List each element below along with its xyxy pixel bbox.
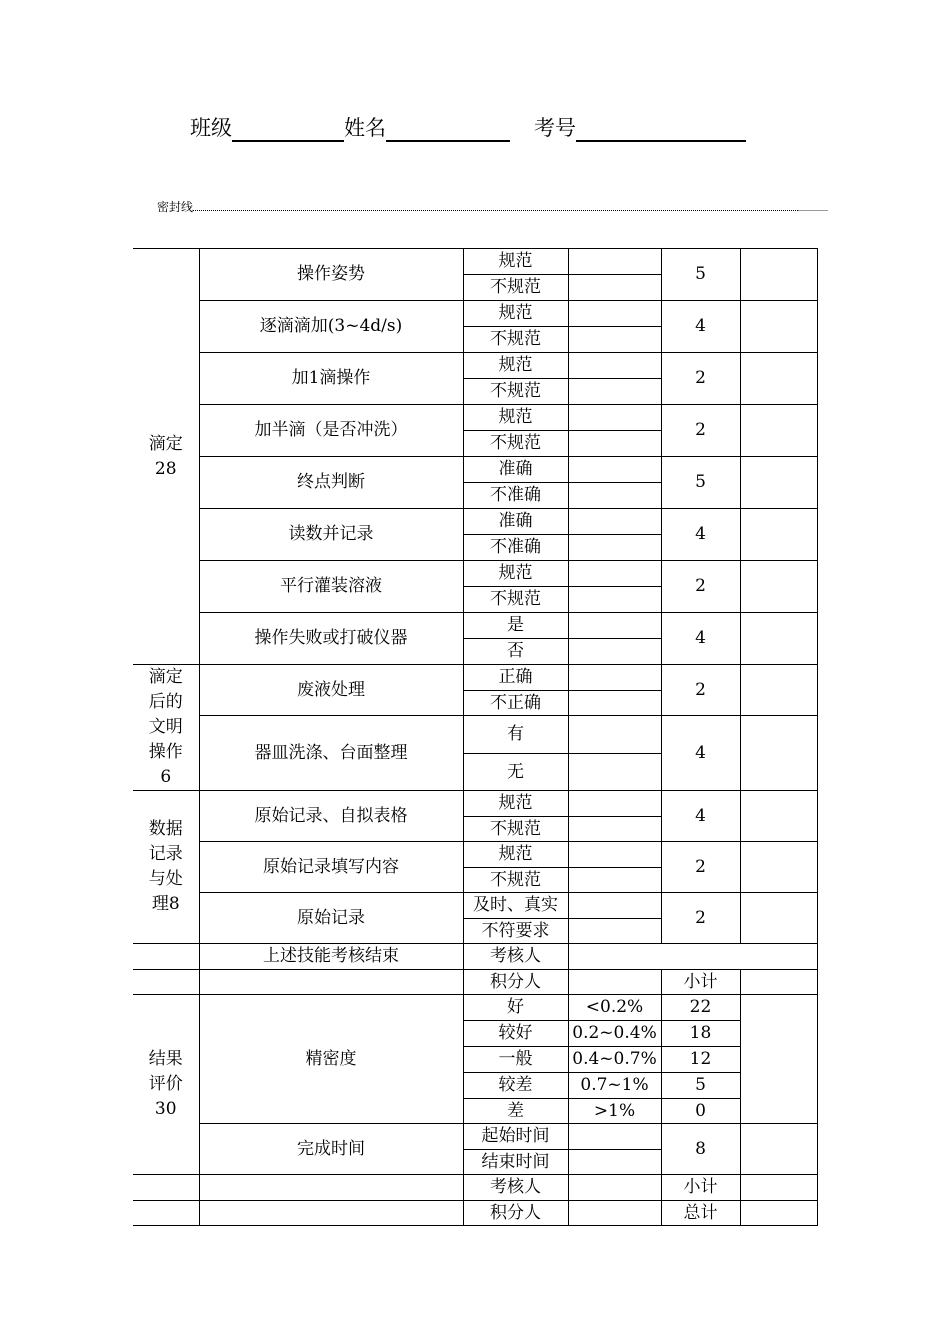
option-cell: 不规范 bbox=[463, 587, 568, 613]
blank-cell bbox=[133, 1201, 199, 1226]
category-result: 结果评价30 bbox=[133, 995, 199, 1175]
option-cell: 准确 bbox=[463, 457, 568, 483]
class-label: 班级 bbox=[190, 116, 232, 140]
score-entry-cell[interactable] bbox=[568, 754, 661, 791]
item-name: 原始记录 bbox=[199, 893, 463, 944]
end-time-entry[interactable] bbox=[568, 1150, 661, 1175]
score-entry-cell[interactable] bbox=[568, 561, 661, 587]
option-cell: 不符要求 bbox=[463, 919, 568, 944]
max-score: 4 bbox=[661, 509, 740, 561]
completion-time-label: 完成时间 bbox=[199, 1124, 463, 1175]
awarded-score-cell[interactable] bbox=[740, 613, 817, 665]
seal-line-tail bbox=[798, 198, 828, 211]
name-field[interactable] bbox=[386, 112, 510, 142]
score-entry-cell[interactable] bbox=[568, 791, 661, 817]
category-civilized: 滴定后的文明操作6 bbox=[133, 665, 199, 791]
score-entry-cell[interactable] bbox=[568, 275, 661, 301]
exam-number-field[interactable] bbox=[576, 112, 746, 142]
option-cell: 及时、真实 bbox=[463, 893, 568, 919]
class-field[interactable] bbox=[232, 112, 344, 142]
examiner-signature-cell[interactable] bbox=[568, 944, 817, 970]
awarded-score-cell[interactable] bbox=[740, 561, 817, 613]
footer-examiner-signature[interactable] bbox=[568, 1175, 661, 1201]
item-name: 加1滴操作 bbox=[199, 353, 463, 405]
time-awarded-cell[interactable] bbox=[740, 1124, 817, 1175]
grade-cell: 较好 bbox=[463, 1021, 568, 1047]
option-cell: 正确 bbox=[463, 665, 568, 691]
range-cell: 0.7~1% bbox=[568, 1073, 661, 1099]
item-name: 加半滴（是否冲洗） bbox=[199, 405, 463, 457]
score-entry-cell[interactable] bbox=[568, 691, 661, 716]
item-name: 操作姿势 bbox=[199, 249, 463, 301]
name-label: 姓名 bbox=[344, 116, 386, 140]
score-entry-cell[interactable] bbox=[568, 327, 661, 353]
item-name: 平行灌装溶液 bbox=[199, 561, 463, 613]
blank-cell bbox=[199, 1201, 463, 1226]
titration-row bbox=[133, 249, 817, 275]
item-name: 逐滴滴加(3~4d/s) bbox=[199, 301, 463, 353]
time-max-score: 8 bbox=[661, 1124, 740, 1175]
item-name: 原始记录填写内容 bbox=[199, 842, 463, 893]
option-cell: 规范 bbox=[463, 561, 568, 587]
max-score: 2 bbox=[661, 842, 740, 893]
awarded-score-cell[interactable] bbox=[740, 791, 817, 842]
option-cell: 有 bbox=[463, 716, 568, 754]
score-entry-cell[interactable] bbox=[568, 457, 661, 483]
grade-cell: 一般 bbox=[463, 1047, 568, 1073]
option-cell: 规范 bbox=[463, 405, 568, 431]
blank-cell bbox=[133, 1175, 199, 1201]
option-cell: 不正确 bbox=[463, 691, 568, 716]
option-cell: 规范 bbox=[463, 301, 568, 327]
option-cell: 规范 bbox=[463, 353, 568, 379]
item-name: 器皿洗涤、台面整理 bbox=[199, 716, 463, 791]
awarded-score-cell[interactable] bbox=[740, 665, 817, 716]
range-cell: 0.4~0.7% bbox=[568, 1047, 661, 1073]
score-entry-cell[interactable] bbox=[568, 379, 661, 405]
blank-cell bbox=[133, 944, 199, 970]
score-entry-cell[interactable] bbox=[568, 301, 661, 327]
option-cell: 不规范 bbox=[463, 817, 568, 842]
max-score: 5 bbox=[661, 249, 740, 301]
footer-scorer-signature[interactable] bbox=[568, 1201, 661, 1226]
blank-cell bbox=[199, 1175, 463, 1201]
exam-header bbox=[190, 112, 746, 142]
option-cell: 规范 bbox=[463, 249, 568, 275]
score-entry-cell[interactable] bbox=[568, 249, 661, 275]
subtotal-value-cell[interactable] bbox=[740, 970, 817, 995]
footer-total-label: 总计 bbox=[661, 1201, 740, 1226]
examiner-label: 考核人 bbox=[463, 944, 568, 970]
awarded-score-cell[interactable] bbox=[740, 301, 817, 353]
start-time-entry[interactable] bbox=[568, 1124, 661, 1150]
item-name: 读数并记录 bbox=[199, 509, 463, 561]
max-score: 4 bbox=[661, 613, 740, 665]
score-entry-cell[interactable] bbox=[568, 535, 661, 561]
awarded-score-cell[interactable] bbox=[740, 249, 817, 301]
grade-score: 5 bbox=[661, 1073, 740, 1099]
option-cell: 规范 bbox=[463, 842, 568, 868]
item-name: 原始记录、自拟表格 bbox=[199, 791, 463, 842]
grade-score: 12 bbox=[661, 1047, 740, 1073]
awarded-score-cell[interactable] bbox=[740, 842, 817, 893]
score-table bbox=[133, 248, 818, 1226]
precision-awarded-cell[interactable] bbox=[740, 995, 817, 1124]
blank-cell bbox=[133, 970, 199, 995]
footer-subtotal-value[interactable] bbox=[740, 1175, 817, 1201]
score-entry-cell[interactable] bbox=[568, 817, 661, 842]
score-entry-cell[interactable] bbox=[568, 431, 661, 457]
option-cell: 无 bbox=[463, 754, 568, 791]
grade-score: 22 bbox=[661, 995, 740, 1021]
grade-score: 0 bbox=[661, 1099, 740, 1124]
score-entry-cell[interactable] bbox=[568, 483, 661, 509]
score-entry-cell[interactable] bbox=[568, 716, 661, 754]
subtotal-label: 小计 bbox=[661, 970, 740, 995]
max-score: 2 bbox=[661, 353, 740, 405]
skill-end-text: 上述技能考核结束 bbox=[199, 944, 463, 970]
grade-score: 18 bbox=[661, 1021, 740, 1047]
max-score: 2 bbox=[661, 665, 740, 716]
awarded-score-cell[interactable] bbox=[740, 716, 817, 791]
score-entry-cell[interactable] bbox=[568, 919, 661, 944]
footer-total-value[interactable] bbox=[740, 1201, 817, 1226]
option-cell: 不规范 bbox=[463, 327, 568, 353]
max-score: 5 bbox=[661, 457, 740, 509]
score-entry-cell[interactable] bbox=[568, 405, 661, 431]
option-cell: 规范 bbox=[463, 791, 568, 817]
footer-examiner-label: 考核人 bbox=[463, 1175, 568, 1201]
max-score: 2 bbox=[661, 893, 740, 944]
precision-label: 精密度 bbox=[199, 995, 463, 1124]
category-titration: 滴定28 bbox=[133, 249, 199, 665]
option-cell: 不规范 bbox=[463, 868, 568, 893]
option-cell: 不规范 bbox=[463, 431, 568, 457]
option-cell: 准确 bbox=[463, 509, 568, 535]
awarded-score-cell[interactable] bbox=[740, 457, 817, 509]
score-entry-cell[interactable] bbox=[568, 587, 661, 613]
score-entry-cell[interactable] bbox=[568, 893, 661, 919]
footer-scorer-label: 积分人 bbox=[463, 1201, 568, 1226]
option-cell: 是 bbox=[463, 613, 568, 639]
end-time-label: 结束时间 bbox=[463, 1150, 568, 1175]
score-entry-cell[interactable] bbox=[568, 509, 661, 535]
seal-line bbox=[157, 198, 828, 215]
option-cell: 不规范 bbox=[463, 275, 568, 301]
option-cell: 否 bbox=[463, 639, 568, 665]
awarded-score-cell[interactable] bbox=[740, 893, 817, 944]
seal-line-label: 密封线 bbox=[157, 200, 194, 214]
category-data-record: 数据记录与处理8 bbox=[133, 791, 199, 944]
range-cell: 0.2~0.4% bbox=[568, 1021, 661, 1047]
exam-number-label: 考号 bbox=[534, 116, 576, 140]
grade-cell: 好 bbox=[463, 995, 568, 1021]
blank-cell bbox=[199, 970, 463, 995]
score-entry-cell[interactable] bbox=[568, 842, 661, 868]
grade-cell: 差 bbox=[463, 1099, 568, 1124]
max-score: 4 bbox=[661, 301, 740, 353]
range-cell: >1% bbox=[568, 1099, 661, 1124]
start-time-label: 起始时间 bbox=[463, 1124, 568, 1150]
item-name: 操作失败或打破仪器 bbox=[199, 613, 463, 665]
option-cell: 不准确 bbox=[463, 483, 568, 509]
awarded-score-cell[interactable] bbox=[740, 353, 817, 405]
scorer-signature-cell[interactable] bbox=[568, 970, 661, 995]
awarded-score-cell[interactable] bbox=[740, 405, 817, 457]
max-score: 2 bbox=[661, 561, 740, 613]
max-score: 2 bbox=[661, 405, 740, 457]
scorer-label: 积分人 bbox=[463, 970, 568, 995]
item-name: 终点判断 bbox=[199, 457, 463, 509]
grade-cell: 较差 bbox=[463, 1073, 568, 1099]
awarded-score-cell[interactable] bbox=[740, 509, 817, 561]
score-entry-cell[interactable] bbox=[568, 665, 661, 691]
score-entry-cell[interactable] bbox=[568, 639, 661, 665]
score-entry-cell[interactable] bbox=[568, 353, 661, 379]
range-cell: <0.2% bbox=[568, 995, 661, 1021]
score-entry-cell[interactable] bbox=[568, 613, 661, 639]
option-cell: 不规范 bbox=[463, 379, 568, 405]
max-score: 4 bbox=[661, 791, 740, 842]
score-entry-cell[interactable] bbox=[568, 868, 661, 893]
max-score: 4 bbox=[661, 716, 740, 791]
option-cell: 不准确 bbox=[463, 535, 568, 561]
item-name: 废液处理 bbox=[199, 665, 463, 716]
seal-dotted-line bbox=[193, 198, 798, 211]
footer-subtotal-label: 小计 bbox=[661, 1175, 740, 1201]
